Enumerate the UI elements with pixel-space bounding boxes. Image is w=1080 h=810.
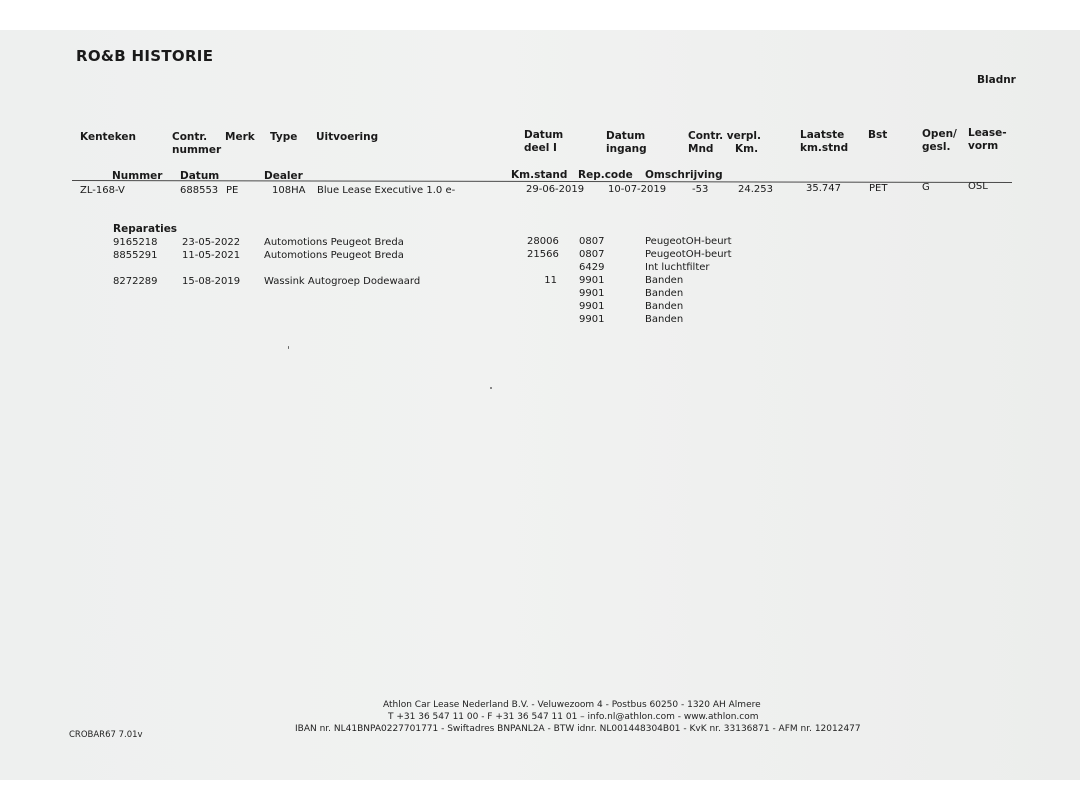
vehicle-datum-ingang: 10-07-2019 bbox=[608, 184, 667, 195]
header-laatste: Laatste bbox=[800, 129, 845, 141]
reparaties-label: Reparaties bbox=[113, 223, 178, 235]
repair-omschrijving: PeugeotOH-beurt bbox=[645, 236, 732, 247]
repair-dealer: Automotions Peugeot Breda bbox=[264, 250, 404, 261]
subheader-datum: Datum bbox=[180, 170, 220, 182]
header-datum-deel: Datum bbox=[524, 129, 564, 141]
repair-datum: 11-05-2021 bbox=[182, 250, 241, 261]
paper-speck bbox=[490, 387, 492, 389]
header-nummer: nummer bbox=[172, 144, 222, 156]
subheader-omschrijving: Omschrijving bbox=[645, 169, 723, 181]
subheader-nummer: Nummer bbox=[112, 170, 163, 182]
vehicle-lease-vorm: OSL bbox=[968, 181, 988, 192]
vehicle-datum-deel: 29-06-2019 bbox=[526, 184, 585, 195]
subheader-dealer: Dealer bbox=[264, 170, 303, 182]
repair-code: 9901 bbox=[579, 275, 605, 286]
footer-registration: IBAN nr. NL41BNPA0227701771 - Swiftadres BNPANL2A - BTW idnr. NL001448304B01 - KvK nr. 33136871 - AFM nr. 12012477 bbox=[295, 724, 861, 734]
repair-omschrijving: Int luchtfilter bbox=[645, 262, 710, 273]
page-title: RO&B HISTORIE bbox=[76, 47, 214, 65]
repair-code: 6429 bbox=[579, 262, 605, 273]
header-contr: Contr. bbox=[172, 131, 208, 143]
header-bst: Bst bbox=[868, 129, 888, 141]
repair-omschrijving: Banden bbox=[645, 275, 684, 286]
header-km: Km. bbox=[735, 143, 759, 155]
repair-omschrijving: Banden bbox=[645, 301, 684, 312]
repair-code: 9901 bbox=[579, 288, 605, 299]
header-vorm: vorm bbox=[968, 140, 999, 152]
subheader-km-stand: Km.stand bbox=[511, 169, 568, 181]
repair-code: 0807 bbox=[579, 236, 605, 247]
vehicle-bst: PET bbox=[869, 183, 888, 194]
repair-nummer: 8855291 bbox=[113, 250, 158, 261]
header-lease: Lease- bbox=[968, 127, 1007, 139]
vehicle-laatste-km: 35.747 bbox=[806, 183, 841, 194]
vehicle-mnd: -53 bbox=[692, 184, 709, 195]
header-type: Type bbox=[270, 131, 298, 143]
repair-datum: 15-08-2019 bbox=[182, 276, 241, 287]
vehicle-kenteken: ZL-168-V bbox=[80, 185, 125, 196]
repair-km: 11 bbox=[544, 275, 557, 286]
header-uitvoering: Uitvoering bbox=[316, 131, 379, 143]
repair-dealer: Wassink Autogroep Dodewaard bbox=[264, 276, 421, 287]
header-open: Open/ bbox=[922, 128, 957, 140]
repair-omschrijving: Banden bbox=[645, 288, 684, 299]
repair-nummer: 8272289 bbox=[113, 276, 158, 287]
vehicle-open-gesl: G bbox=[922, 182, 930, 193]
header-ingang: ingang bbox=[606, 143, 647, 155]
repair-code: 0807 bbox=[579, 249, 605, 260]
header-kmstnd: km.stnd bbox=[800, 142, 849, 154]
repair-km: 28006 bbox=[527, 236, 559, 247]
repair-dealer: Automotions Peugeot Breda bbox=[264, 237, 404, 248]
header-merk: Merk bbox=[225, 131, 255, 143]
bladnr-label: Bladnr bbox=[977, 74, 1016, 86]
header-mnd: Mnd bbox=[688, 143, 714, 155]
vehicle-type: 108HA bbox=[272, 185, 306, 196]
vehicle-km: 24.253 bbox=[738, 184, 773, 195]
header-datum-ingang: Datum bbox=[606, 130, 646, 142]
vehicle-contract: 688553 bbox=[180, 185, 219, 196]
repair-omschrijving: Banden bbox=[645, 314, 684, 325]
repair-code: 9901 bbox=[579, 314, 605, 325]
repair-nummer: 9165218 bbox=[113, 237, 158, 248]
repair-code: 9901 bbox=[579, 301, 605, 312]
header-gesl: gesl. bbox=[922, 141, 951, 153]
repair-km: 21566 bbox=[527, 249, 559, 260]
paper-speck bbox=[288, 346, 289, 349]
vehicle-uitvoering: Blue Lease Executive 1.0 e- bbox=[317, 185, 456, 196]
subheader-rep-code: Rep.code bbox=[578, 169, 633, 181]
header-kenteken: Kenteken bbox=[80, 131, 136, 143]
header-contr-verpl: Contr. verpl. bbox=[688, 130, 761, 142]
header-deel-i: deel I bbox=[524, 142, 557, 154]
form-code: CROBAR67 7.01v bbox=[69, 730, 143, 740]
vehicle-merk: PE bbox=[226, 185, 239, 196]
footer-address: Athlon Car Lease Nederland B.V. - Veluwezoom 4 - Postbus 60250 - 1320 AH Almere bbox=[383, 700, 761, 710]
footer-contact: T +31 36 547 11 00 - F +31 36 547 11 01 – info.nl@athlon.com - www.athlon.com bbox=[388, 712, 759, 722]
repair-omschrijving: PeugeotOH-beurt bbox=[645, 249, 732, 260]
repair-datum: 23-05-2022 bbox=[182, 237, 241, 248]
